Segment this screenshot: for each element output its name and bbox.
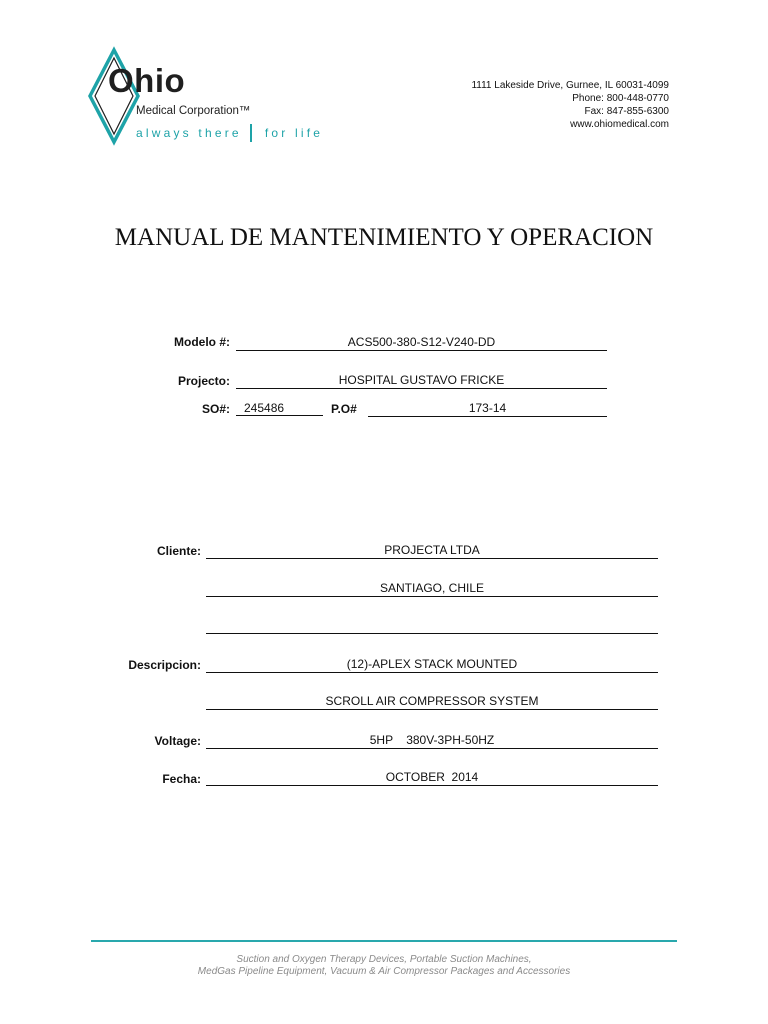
logo-tagline xyxy=(136,124,323,142)
contact-phone: Phone: 800-448-0770 xyxy=(572,93,669,104)
footer-divider xyxy=(91,940,677,942)
cliente-field-line2: SANTIAGO, CHILE xyxy=(206,581,658,597)
so-field: 245486 xyxy=(236,401,323,416)
descripcion-field-line1: (12)-APLEX STACK MOUNTED xyxy=(206,657,658,673)
cliente-label: Cliente: xyxy=(156,544,201,558)
modelo-field: ACS500-380-S12-V240-DD xyxy=(236,335,607,351)
descripcion-field-line2: SCROLL AIR COMPRESSOR SYSTEM xyxy=(206,694,658,710)
footer-line-2: MedGas Pipeline Equipment, Vacuum & Air Compressor Packages and Accessories xyxy=(197,966,571,977)
projecto-field: HOSPITAL GUSTAVO FRICKE xyxy=(236,373,607,389)
voltage-field: 5HP 380V-3PH-50HZ xyxy=(206,733,658,749)
tagline-divider xyxy=(250,124,252,142)
so-label: SO#: xyxy=(201,402,230,416)
descripcion-label: Descripcion: xyxy=(128,658,201,672)
contact-block xyxy=(471,79,669,131)
projecto-label: Projecto: xyxy=(177,374,230,388)
cliente-field-line3 xyxy=(206,618,658,634)
contact-fax: Fax: 847-855-6300 xyxy=(584,106,669,117)
logo-tagline-left: always there xyxy=(136,126,242,140)
modelo-label: Modelo #: xyxy=(174,335,230,349)
contact-website[interactable]: www.ohiomedical.com xyxy=(570,119,669,130)
cliente-field-line1: PROJECTA LTDA xyxy=(206,543,658,559)
footer-line-1: Suction and Oxygen Therapy Devices, Portable Suction Machines, xyxy=(236,954,532,965)
logo-wordmark: Ohio xyxy=(108,62,186,99)
fecha-label: Fecha: xyxy=(162,772,201,786)
fecha-field: OCTOBER 2014 xyxy=(206,770,658,786)
voltage-label: Voltage: xyxy=(154,734,201,748)
po-field: 173-14 xyxy=(368,401,607,417)
logo-company-name: Medical Corporation™ xyxy=(136,105,251,117)
po-label: P.O# xyxy=(331,402,357,416)
footer-text xyxy=(0,954,768,978)
company-logo xyxy=(86,44,346,148)
document-title: MANUAL DE MANTENIMIENTO Y OPERACION xyxy=(114,224,654,251)
logo-tagline-right: for life xyxy=(264,126,324,140)
contact-address: 1111 Lakeside Drive, Gurnee, IL 60031-4099 xyxy=(471,80,669,91)
